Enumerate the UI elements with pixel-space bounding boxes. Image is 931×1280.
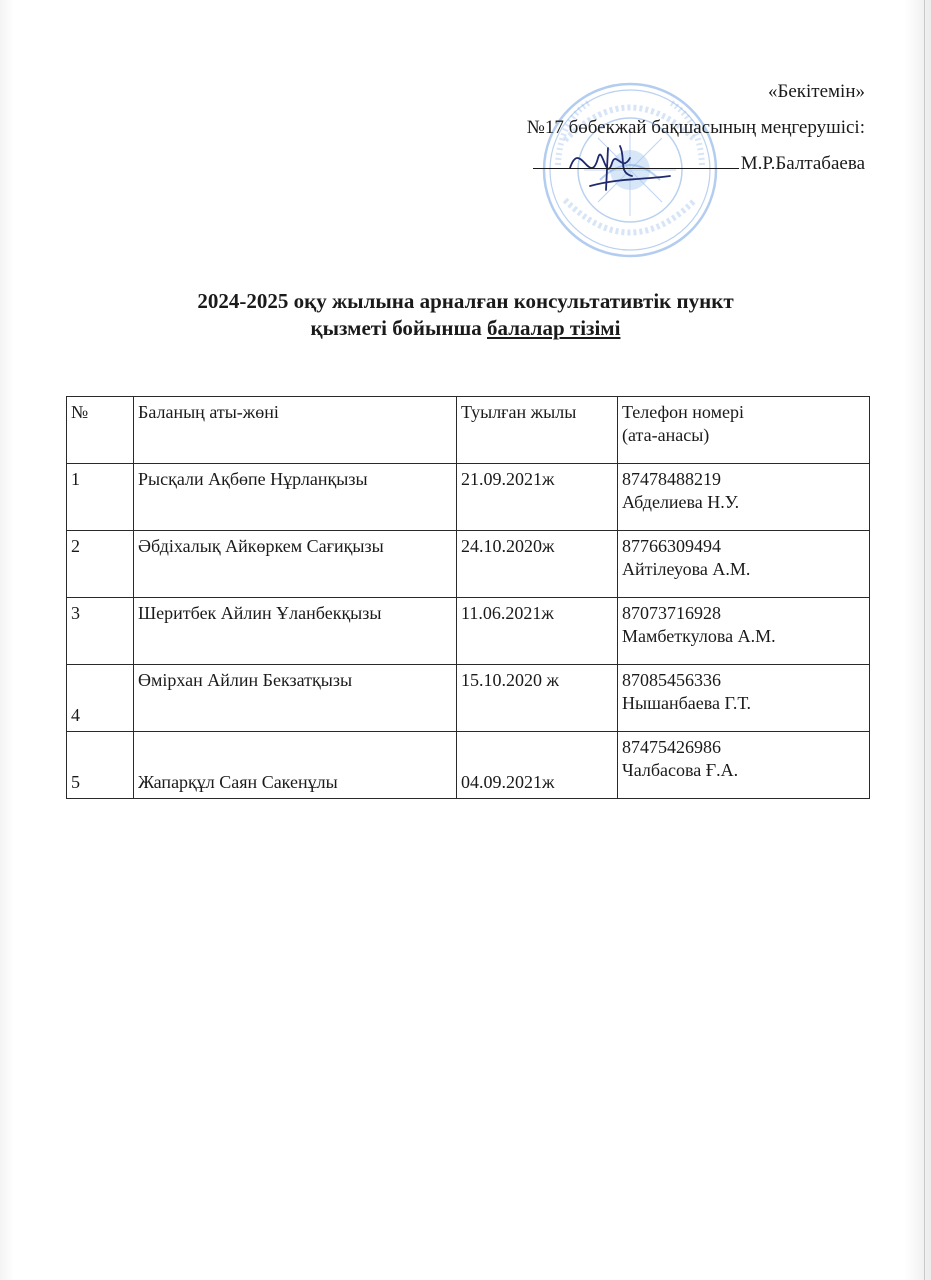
cell-num: 1 — [67, 464, 134, 531]
title-line-2-prefix: қызметі бойынша — [310, 316, 488, 340]
cell-phone-number: 87085456336 — [622, 670, 721, 690]
cell-phone-number: 87478488219 — [622, 469, 721, 489]
table-row — [67, 732, 870, 799]
cell-name: Шеритбек Айлин Ұланбекқызы — [134, 598, 457, 665]
cell-name: Рысқали Ақбөпе Нұрланқызы — [134, 464, 457, 531]
table-row — [67, 598, 870, 665]
page-edge — [924, 0, 925, 1280]
cell-num: 4 — [67, 665, 134, 732]
children-list-table — [66, 396, 870, 799]
signature-underline — [533, 150, 739, 169]
cell-parent-name: Чалбасова Ғ.А. — [622, 760, 739, 780]
cell-parent-name: Мамбеткулова А.М. — [622, 626, 776, 646]
title-line-1: 2024-2025 оқу жылына арналған консультативтік пункт — [197, 289, 734, 313]
cell-birth: 24.10.2020ж — [457, 531, 618, 598]
cell-num: 2 — [67, 531, 134, 598]
table-row — [67, 464, 870, 531]
cell-parent-name: Абделиева Н.У. — [622, 492, 740, 512]
cell-phone — [618, 464, 870, 531]
cell-birth: 11.06.2021ж — [457, 598, 618, 665]
title-line-2 — [0, 315, 931, 342]
cell-name: Әбдіхалық Айкөркем Сағиқызы — [134, 531, 457, 598]
table-row — [67, 665, 870, 732]
cell-phone-number: 87766309494 — [622, 536, 721, 556]
cell-phone — [618, 665, 870, 732]
header-name: Баланың аты-жөні — [134, 397, 457, 464]
header-phone — [618, 397, 870, 464]
cell-name: Жапарқұл Саян Сакенұлы — [134, 732, 457, 799]
cell-parent-name: Нышанбаева Г.Т. — [622, 693, 752, 713]
document-title — [0, 288, 931, 342]
table-row — [67, 531, 870, 598]
header-num: № — [67, 397, 134, 464]
cell-birth: 15.10.2020 ж — [457, 665, 618, 732]
cell-num: 3 — [67, 598, 134, 665]
cell-phone-number: 87475426986 — [622, 737, 721, 757]
table-header-row — [67, 397, 870, 464]
cell-phone — [618, 531, 870, 598]
cell-phone — [618, 732, 870, 799]
cell-phone-number: 87073716928 — [622, 603, 721, 623]
cell-birth: 04.09.2021ж — [457, 732, 618, 799]
title-line-2-underlined: балалар тізімі — [487, 316, 621, 340]
approval-heading: «Бекітемін» — [767, 81, 865, 102]
cell-parent-name: Айтілеуова А.М. — [622, 559, 751, 579]
cell-num: 5 — [67, 732, 134, 799]
approval-position: №17 бөбекжай бақшасының меңгерушісі: — [526, 117, 865, 138]
approval-signature-line — [527, 146, 865, 182]
cell-phone — [618, 598, 870, 665]
cell-birth: 21.09.2021ж — [457, 464, 618, 531]
approver-name: М.Р.Балтабаева — [740, 153, 865, 174]
approval-block — [527, 74, 865, 182]
header-birth: Туылған жылы — [457, 397, 618, 464]
header-phone-line2: (ата-анасы) — [622, 425, 710, 445]
cell-name: Өмірхан Айлин Бекзатқызы — [134, 665, 457, 732]
header-phone-line1: Телефон номері — [622, 402, 744, 422]
